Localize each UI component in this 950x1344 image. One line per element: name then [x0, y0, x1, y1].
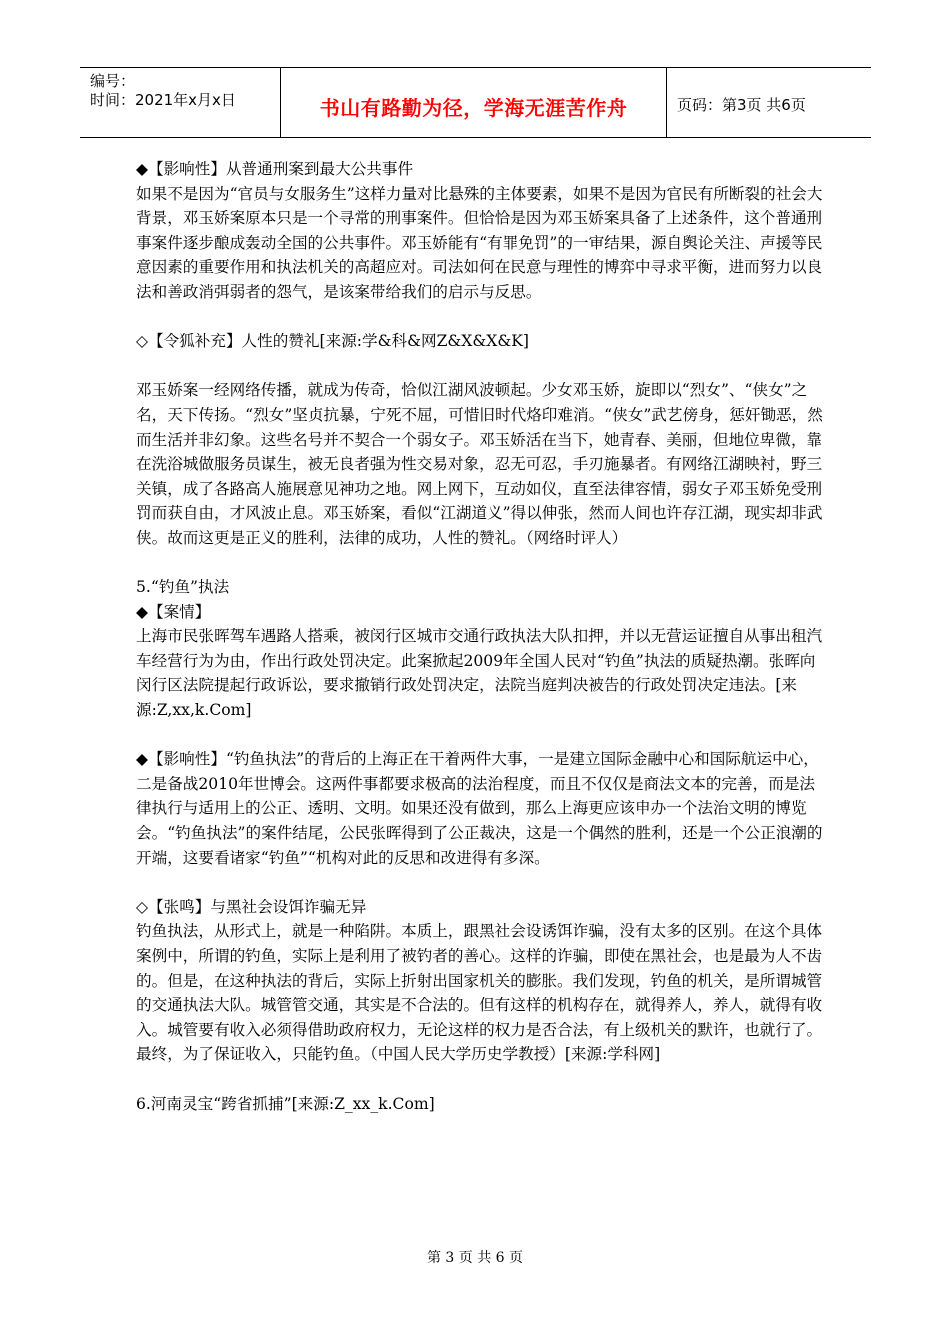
body-paragraph: 上海市民张晖驾车遇路人搭乘，被闵行区城市交通行政执法大队扣押，并以无营运证擅自从事出租汽车经营行为为由，作出行政处罚决定。此案掀起2009年全国人民对“钓鱼”执法的质疑热潮。张晖向闵行区法院提起行政诉讼，要求撤销行政处罚决定，法院当庭判决被告的行政处罚决定违法。[来源:Z,xx,k.Com] — [136, 627, 823, 720]
page-header — [80, 67, 871, 138]
header-motto: 书山有路勤为径，学海无涯苦作舟 — [319, 96, 628, 120]
body-paragraph: 钓鱼执法，从形式上，就是一种陷阱。本质上，跟黑社会设诱饵诈骗，没有太多的区别。在这个具体案例中，所谓的钓鱼，实际上是利用了被钓者的善心。这样的诈骗，即使在黑社会，也是最为人不齿的。但是，在这种执法的背后，实际上折射出国家机关的膨胀。我们发现，钓鱼的机关，是所谓城管的交通执法大队。城管管交通，其实是不合法的。但有这样的机构存在，就得养人，养人，就得有收入。城管要有收入必须得借助政府权力，无论这样的权力是否合法，有上级机关的默许，也就行了。最终，为了保证收入，只能钓鱼。（中国人民大学历史学教授）[来源:学科网] — [136, 922, 823, 1064]
paragraph-spacer — [136, 354, 826, 379]
paragraph-spacer — [136, 551, 826, 576]
header-page-cell — [667, 68, 871, 137]
document-time-label: 时间：2021年x月x日 — [90, 91, 236, 109]
body-paragraph: ◇【张鸣】与黑社会设饵诈骗无异 — [136, 897, 367, 916]
paragraph-spacer — [136, 1067, 826, 1092]
body-paragraph: ◇【令狐补充】人性的赞礼[来源:学&科&网Z&X&X&K] — [136, 332, 530, 351]
body-paragraph: 如果不是因为“官员与女服务生”这样力量对比悬殊的主体要素，如果不是因为官民有所断裂的社会大背景，邓玉娇案原本只是一个寻常的刑事案件。但恰恰是因为邓玉娇案具备了上述条件，这个普通刑事案件逐步酿成轰动全国的公共事件。邓玉娇能有“有罪免罚”的一审结果，源自舆论关注、声援等民意因素的重要作用和执法机关的高超应对。司法如何在民意与理性的博弈中寻求平衡，进而努力以良法和善政消弭弱者的怨气，是该案带给我们的启示与反思。 — [136, 184, 823, 301]
paragraph-spacer — [136, 870, 826, 895]
body-paragraph: 邓玉娇案一经网络传播，就成为传奇，恰似江湖风波顿起。少女邓玉娇，旋即以“烈女”、“侠女”之名，天下传扬。“烈女”坚贞抗暴，宁死不屈，可惜旧时代烙印难消。“侠女”武艺傍身，惩奸锄恶，然而生活并非幻象。这些名号并不契合一个弱女子。邓玉娇活在当下，她青春、美丽，但地位卑微，靠在洗浴城做服务员谋生，被无良者强为性交易对象，忍无可忍，手刃施暴者。有网络江湖映衬，野三关镇，成了各路高人施展意见神功之地。网上网下，互动如仪，直至法律容情，弱女子邓玉娇免受刑罚而获自由，才风波止息。邓玉娇案，看似“江湖道义”得以伸张，然而人间也许存江湖，现实却非武侠。故而这更是正义的胜利，法律的成功，人性的赞礼。（网络时评人） — [136, 381, 823, 547]
document-number-label: 编号： — [90, 72, 136, 90]
document-body — [136, 157, 826, 1116]
page-footer: 第 3 页 共 6 页 — [426, 1250, 524, 1266]
paragraph-spacer — [136, 305, 826, 330]
body-paragraph: ◆【影响性】“钓鱼执法”的背后的上海正在干着两件大事，一是建立国际金融中心和国际航运中心，二是备战2010年世博会。这两件事都要求极高的法治程度，而且不仅仅是商法文本的完善，而是法律执行与适用上的公正、透明、文明。如果还没有做到，那么上海更应该申办一个法治文明的博览会。“钓鱼执法”的案件结尾，公民张晖得到了公正裁决，这是一个偶然的胜利，还是一个公正浪潮的开端，这要看诸家“钓鱼”“机构对此的反思和改进得有多深。 — [136, 750, 823, 867]
body-paragraph: ◆【影响性】从普通刑案到最大公共事件 — [136, 160, 414, 178]
header-page-code: 页码：第3页 共6页 — [677, 96, 806, 114]
header-info-cell — [80, 68, 281, 137]
header-motto-cell — [281, 68, 667, 137]
paragraph-spacer — [136, 723, 826, 748]
body-paragraph: ◆【案情】 — [136, 602, 211, 621]
body-paragraph: 6.河南灵宝“跨省抓捕”[来源:Z_xx_k.Com] — [136, 1094, 435, 1113]
body-paragraph: 5.“钓鱼”执法 — [136, 578, 230, 597]
